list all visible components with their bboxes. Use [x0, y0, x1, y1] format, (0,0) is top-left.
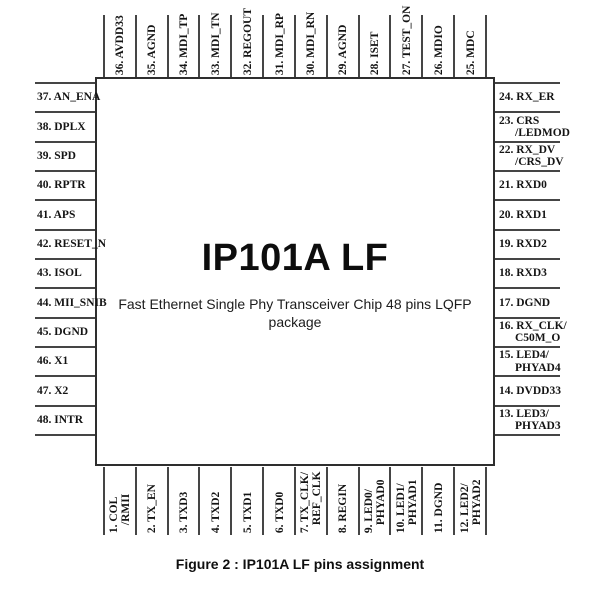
pin-label-line: 2. TX_EN: [146, 484, 159, 533]
pin-14: [495, 375, 560, 404]
pin-label-line: 44. MII_SNIB: [37, 296, 107, 309]
pin-23: [495, 111, 570, 140]
pin-label: [273, 492, 285, 533]
pin-label-line: 36. AVDD33: [114, 15, 127, 75]
pin-label-line: 6. TXD0: [273, 491, 286, 533]
pin-15: [495, 346, 560, 375]
pin-label: [499, 297, 550, 309]
pin-48: [35, 405, 95, 436]
pin-label-line: 29. AGND: [337, 24, 350, 75]
pin-label-line: 25. MDC: [464, 30, 477, 75]
pin-37: [35, 82, 101, 111]
pin-label: [37, 385, 68, 397]
pin-27: [389, 5, 421, 77]
pin-label-line: 45. DGND: [37, 326, 89, 339]
pin-17: [495, 287, 560, 316]
pin-20: [495, 199, 560, 228]
pin-label-line: 32. REGOUT: [241, 7, 254, 75]
pin-2: [135, 467, 167, 535]
pin-21: [495, 170, 560, 199]
pin-45: [35, 317, 95, 346]
chip-subtitle-line1: Fast Ethernet Single Phy Transceiver Chip: [118, 296, 383, 312]
pin-label-line: 21. RXD0: [499, 179, 547, 192]
pin-label-line: 1. COL: [108, 496, 121, 533]
pin-label: [299, 471, 323, 533]
pin-label-line: 10. LED1/: [394, 483, 407, 533]
pin-label: [369, 32, 381, 75]
pin-label: [210, 12, 222, 75]
pin-label: [178, 492, 190, 533]
pin-26: [421, 15, 453, 77]
pin-24: [495, 82, 560, 111]
pin-label: [114, 15, 126, 75]
pin-label: [37, 267, 82, 279]
chip-title: IP101A LF: [201, 237, 389, 279]
pin-44: [35, 287, 107, 316]
pin-5: [230, 467, 262, 535]
pin-label-line: 30. MDI_RN: [305, 11, 318, 75]
pin-label: [433, 483, 445, 533]
pin-label: [499, 385, 561, 397]
pin-bank-bottom: [103, 467, 487, 535]
pin-label-line: 26. MDIO: [432, 25, 445, 75]
pin-label: [499, 91, 555, 103]
pin-label: [210, 492, 222, 533]
pin-label-line: 47. X2: [37, 384, 69, 397]
pin-label-line: PHYAD1: [406, 479, 419, 525]
chip-body-outline: [95, 77, 495, 466]
pin-34: [167, 15, 199, 77]
pin-32: [230, 7, 262, 77]
pin-label-line: 11. DGND: [432, 482, 445, 533]
pin-label: [499, 408, 561, 433]
pin-10: [389, 467, 421, 535]
pin-label-line: 42. RESET_N: [37, 238, 107, 251]
pin-label-line: 41. APS: [37, 208, 76, 221]
pin-label-line: 22. RX_DV: [499, 143, 556, 156]
pin-30: [294, 11, 326, 77]
pin-label: [337, 25, 349, 75]
pin-28: [358, 15, 390, 77]
pin-label-line: 46. X1: [37, 355, 69, 368]
figure-caption: Figure 2 : IP101A LF pins assignment: [175, 556, 425, 572]
pin-label-line: 15. LED4/: [499, 349, 549, 362]
pin-label: [499, 144, 564, 169]
pin-7: [294, 467, 326, 535]
pin-19: [495, 229, 560, 258]
pin-bank-right: [495, 82, 570, 436]
pin-41: [35, 199, 95, 228]
pin-bank-left: [35, 82, 107, 436]
pin-label-line: 37. AN_ENA: [37, 91, 101, 104]
pin-label-line: 27. TEST_ON: [400, 5, 413, 75]
pin-label: [146, 484, 158, 533]
pin-label-line: 40. RPTR: [37, 179, 86, 192]
pin-9: [358, 467, 390, 535]
pin-label-line: 13. LED3/: [499, 407, 549, 420]
pin-46: [35, 346, 95, 375]
pin-label: [37, 355, 68, 367]
pin-12: [453, 467, 487, 535]
pin-label-line: C50M_O: [515, 332, 561, 345]
pin-label-line: 48. INTR: [37, 414, 84, 427]
pin-label: [499, 238, 547, 250]
pin-39: [35, 141, 95, 170]
chip-subtitle-line2: 48 pins LQFP package: [268, 296, 472, 331]
pin-38: [35, 111, 95, 140]
pin-label-line: 33. MDI_TN: [209, 12, 222, 75]
pin-label-line: 17. DGND: [499, 296, 551, 309]
pin-label: [499, 209, 547, 221]
pin-label: [363, 479, 387, 533]
pin-label-line: /CRS_DV: [515, 156, 564, 169]
pin-label-line: 38. DPLX: [37, 120, 86, 133]
pin-label-line: PHYAD3: [515, 420, 561, 433]
pin-4: [198, 467, 230, 535]
pin-label-line: 43. ISOL: [37, 267, 82, 280]
pin-label-line: 39. SPD: [37, 150, 76, 163]
pin-35: [135, 15, 167, 77]
pin-label: [242, 8, 254, 75]
pin-label-line: 24. RX_ER: [499, 91, 555, 104]
pin-label-line: 20. RXD1: [499, 208, 547, 221]
pin-label: [337, 484, 349, 533]
pin-29: [326, 15, 358, 77]
pin-label: [37, 414, 83, 426]
pin-label: [37, 150, 76, 162]
pin-label: [305, 12, 317, 75]
pin-6: [262, 467, 294, 535]
pin-label-line: 12. LED2/: [458, 483, 471, 533]
pin-label-line: 23. CRS: [499, 114, 540, 127]
pin-label: [458, 479, 482, 533]
pin-8: [326, 467, 358, 535]
pin-label: [464, 30, 476, 75]
pin-label-line: 5. TXD1: [241, 491, 254, 533]
pin-42: [35, 229, 107, 258]
pin-16: [495, 317, 567, 346]
pin-43: [35, 258, 95, 287]
pin-label-line: 16. RX_CLK/: [499, 319, 567, 332]
pin-18: [495, 258, 560, 287]
pin-label: [499, 115, 570, 140]
pin-label-line: 9. LED0/: [362, 488, 375, 533]
pin-label-line: 7. TX_CLK/: [299, 471, 312, 533]
chip-subtitle: [97, 295, 493, 331]
pin-3: [167, 467, 199, 535]
pin-13: [495, 405, 560, 436]
pin-label-line: PHYAD2: [470, 479, 483, 525]
pin-label-line: 3. TXD3: [178, 491, 190, 533]
pin-label: [499, 320, 567, 345]
pin-label: [178, 14, 190, 75]
pin-label-line: 14. DVDD33: [499, 384, 561, 397]
pin-11: [421, 467, 453, 535]
pin-22: [495, 141, 564, 170]
pin-label: [37, 91, 100, 103]
pin-33: [198, 12, 230, 77]
pin-label: [37, 179, 86, 191]
pin-label: [401, 6, 413, 75]
pin-label: [37, 297, 107, 309]
pin-label: [37, 326, 88, 338]
pin-label: [242, 492, 254, 533]
pin-label: [395, 479, 419, 533]
pin-31: [262, 15, 294, 77]
pin-40: [35, 170, 95, 199]
pin-label: [37, 238, 106, 250]
pin-label: [273, 13, 285, 75]
pin-label: [37, 121, 86, 133]
pin-label-line: 28. ISET: [368, 31, 381, 75]
pin-label: [499, 349, 561, 374]
pin-1: [103, 467, 135, 535]
pin-label-line: 35. AGND: [146, 24, 159, 75]
pin-bank-top: [103, 5, 487, 77]
pin-label-line: 8. REGIN: [337, 483, 350, 533]
pin-label-line: 19. RXD2: [499, 238, 547, 251]
pin-label: [37, 209, 75, 221]
pin-label: [499, 267, 547, 279]
pin-label-line: /RMII: [120, 493, 133, 525]
pin-label-line: PHYAD4: [515, 361, 561, 374]
pin-label: [499, 179, 547, 191]
pin-47: [35, 375, 95, 404]
pin-25: [453, 15, 487, 77]
pin-label-line: 4. TXD2: [209, 491, 222, 533]
pin-label-line: REF_CLK: [311, 471, 324, 525]
pin-label-line: 34. MDI_TP: [178, 13, 190, 75]
pin-36: [103, 15, 135, 77]
pin-label: [108, 494, 132, 533]
pin-label-line: PHYAD0: [374, 479, 387, 525]
pin-label: [146, 25, 158, 75]
pin-label-line: /LEDMOD: [515, 126, 570, 139]
pin-label-line: 31. MDI_RP: [273, 13, 286, 75]
pin-label: [433, 25, 445, 75]
pin-label-line: 18. RXD3: [499, 267, 547, 280]
